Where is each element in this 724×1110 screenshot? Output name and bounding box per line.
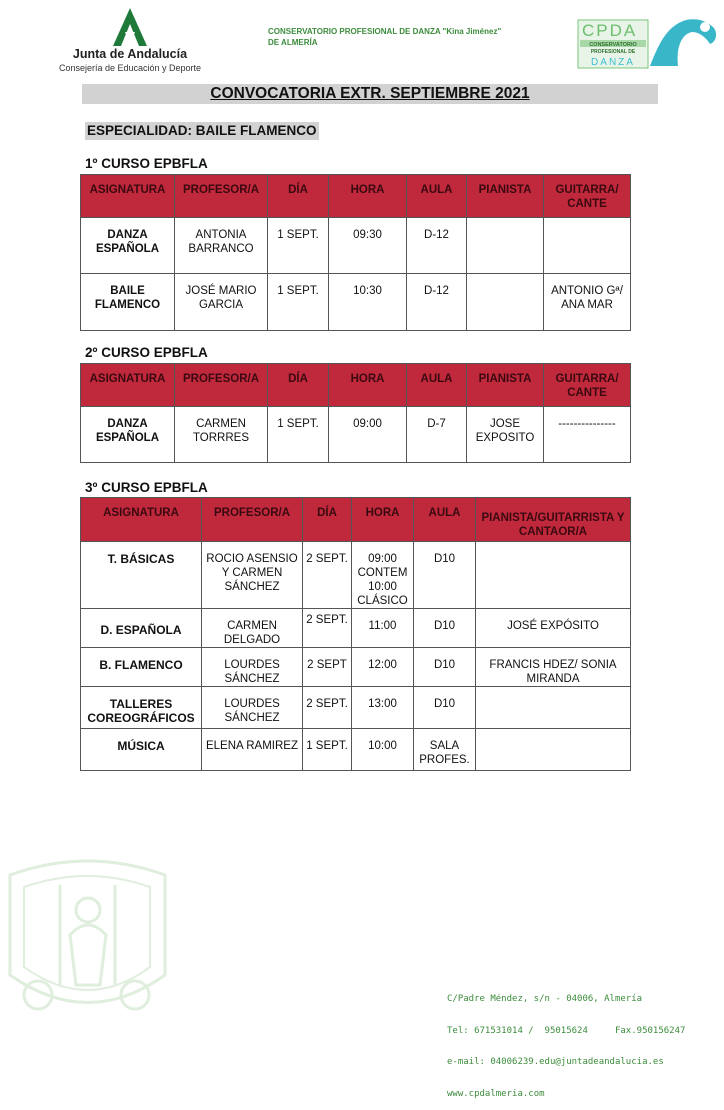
header-cell: ASIGNATURA (81, 175, 175, 218)
cpda-dancer-icon (578, 16, 718, 71)
header-cell: AULA (414, 498, 476, 542)
header-cell: DÍA (303, 498, 352, 542)
table-cell: JOSÉ MARIO GARCIA (175, 274, 268, 331)
header-cell: HORA (329, 175, 407, 218)
table-cell: MÚSICA (81, 729, 202, 771)
table-cell: CARMEN DELGADO (202, 609, 303, 648)
table-cell: D10 (414, 542, 476, 609)
table-cell (544, 218, 631, 274)
table-row (81, 687, 631, 729)
table-cell: ANTONIA BARRANCO (175, 218, 268, 274)
footer-web: www.cpdalmeria.com (447, 1088, 545, 1099)
header-cell: PIANISTA (467, 175, 544, 218)
course-1-title: 1º CURSO EPBFLA (85, 156, 208, 171)
header-cell: HORA (352, 498, 414, 542)
table-cell: JOSÉ EXPÓSITO (476, 609, 631, 648)
table-cell: 2 SEPT (303, 648, 352, 687)
table-cell: 09:00 (329, 407, 407, 463)
header-cell: GUITARRA/ CANTE (544, 364, 631, 407)
header-cell: GUITARRA/ CANTE (544, 175, 631, 218)
table-cell: FRANCIS HDEZ/ SONIA MIRANDA (476, 648, 631, 687)
table-cell: DANZA ESPAÑOLA (81, 407, 175, 463)
header-cell: PROFESOR/A (175, 364, 268, 407)
table-header-row (81, 364, 631, 407)
table-cell: ROCIO ASENSIO Y CARMEN SÁNCHEZ (202, 542, 303, 609)
course-3-title: 3º CURSO EPBFLA (85, 480, 208, 495)
table-header-row (81, 498, 631, 542)
table-cell: --------------- (544, 407, 631, 463)
table-header-row (81, 175, 631, 218)
junta-name: Junta de Andalucía (72, 47, 188, 61)
conservatorio-line-1: CONSERVATORIO PROFESIONAL DE DANZA "Kina Jiménez" (268, 27, 502, 36)
table-cell: B. FLAMENCO (81, 648, 202, 687)
table-cell: JOSE EXPOSITO (467, 407, 544, 463)
header-cell: AULA (407, 175, 467, 218)
conservatorio-line-2: DE ALMERÍA (268, 38, 318, 47)
table-cell: ANTONIO Gª/ ANA MAR (544, 274, 631, 331)
header-cell: HORA (329, 364, 407, 407)
table-cell: T. BÁSICAS (81, 542, 202, 609)
especialidad-heading: ESPECIALIDAD: BAILE FLAMENCO (87, 123, 317, 138)
table-cell: 09:00 CONTEM 10:00 CLÁSICO (352, 542, 414, 609)
table-cell: SALA PROFES. (414, 729, 476, 771)
table-cell: 1 SEPT. (268, 218, 329, 274)
junta-consejeria: Consejería de Educación y Deporte (58, 63, 202, 73)
table-cell: 10:00 (352, 729, 414, 771)
course-3-table (80, 497, 631, 771)
conservatorio-name (268, 26, 501, 48)
table-row (81, 218, 631, 274)
table-cell: D10 (414, 609, 476, 648)
header-cell: PIANISTA (467, 364, 544, 407)
table-cell (467, 274, 544, 331)
table-cell: D10 (414, 687, 476, 729)
table-cell: 2 SEPT. (303, 687, 352, 729)
table-cell: 09:30 (329, 218, 407, 274)
header-cell: PIANISTA/GUITARRISTA Y CANTAOR/A (476, 498, 631, 542)
table-row (81, 729, 631, 771)
table-cell (467, 218, 544, 274)
table-cell: 2 SEPT. (303, 542, 352, 609)
table-cell: 11:00 (352, 609, 414, 648)
table-cell: 1 SEPT. (268, 274, 329, 331)
header-cell: AULA (407, 364, 467, 407)
table-cell (476, 729, 631, 771)
junta-andalucia-a-icon (113, 8, 147, 46)
table-cell: 13:00 (352, 687, 414, 729)
table-cell: TALLERES COREOGRÁFICOS (81, 687, 202, 729)
table-cell: LOURDES SÁNCHEZ (202, 687, 303, 729)
header-cell: DÍA (268, 175, 329, 218)
footer-address: C/Padre Méndez, s/n - 04006, Almería (447, 994, 643, 1004)
junta-andalucia-logo-block (55, 8, 205, 73)
table-cell: LOURDES SÁNCHEZ (202, 648, 303, 687)
table-row (81, 648, 631, 687)
table-cell: CARMEN TORRRES (175, 407, 268, 463)
table-cell: D. ESPAÑOLA (81, 609, 202, 648)
table-cell: 10:30 (329, 274, 407, 331)
table-cell: 1 SEPT. (303, 729, 352, 771)
svg-text:CONSERVATORIO: CONSERVATORIO (589, 42, 637, 48)
table-cell: D-7 (407, 407, 467, 463)
table-row (81, 407, 631, 463)
table-row (81, 542, 631, 609)
table-cell: D10 (414, 648, 476, 687)
footer-contact (447, 973, 685, 1110)
table-cell (476, 687, 631, 729)
course-2-table (80, 363, 631, 463)
table-cell: BAILE FLAMENCO (81, 274, 175, 331)
table-cell (476, 542, 631, 609)
header-cell: DÍA (268, 364, 329, 407)
table-row (81, 609, 631, 648)
page-title: CONVOCATORIA EXTR. SEPTIEMBRE 2021 (82, 84, 658, 104)
header-cell: PROFESOR/A (202, 498, 303, 542)
svg-text:PROFESIONAL DE: PROFESIONAL DE (590, 49, 636, 55)
table-cell: DANZA ESPAÑOLA (81, 218, 175, 274)
header-cell: ASIGNATURA (81, 498, 202, 542)
course-1-table (80, 174, 631, 331)
andalucia-shield-watermark (0, 855, 175, 1024)
table-cell: 12:00 (352, 648, 414, 687)
header-cell: PROFESOR/A (175, 175, 268, 218)
footer-email: e-mail: 04006239.edu@juntadeandalucia.es (447, 1057, 664, 1067)
table-cell: D-12 (407, 274, 467, 331)
svg-text:DANZA: DANZA (591, 57, 635, 68)
header-cell: ASIGNATURA (81, 364, 175, 407)
svg-text:CPDA: CPDA (582, 21, 638, 40)
table-cell: ELENA RAMIREZ (202, 729, 303, 771)
course-2-title: 2º CURSO EPBFLA (85, 345, 208, 360)
table-cell: 2 SEPT. (303, 609, 352, 648)
table-cell: 1 SEPT. (268, 407, 329, 463)
table-row (81, 274, 631, 331)
footer-phone: Tel: 671531014 / 95015624 Fax.950156247 (447, 1025, 686, 1036)
table-cell: D-12 (407, 218, 467, 274)
